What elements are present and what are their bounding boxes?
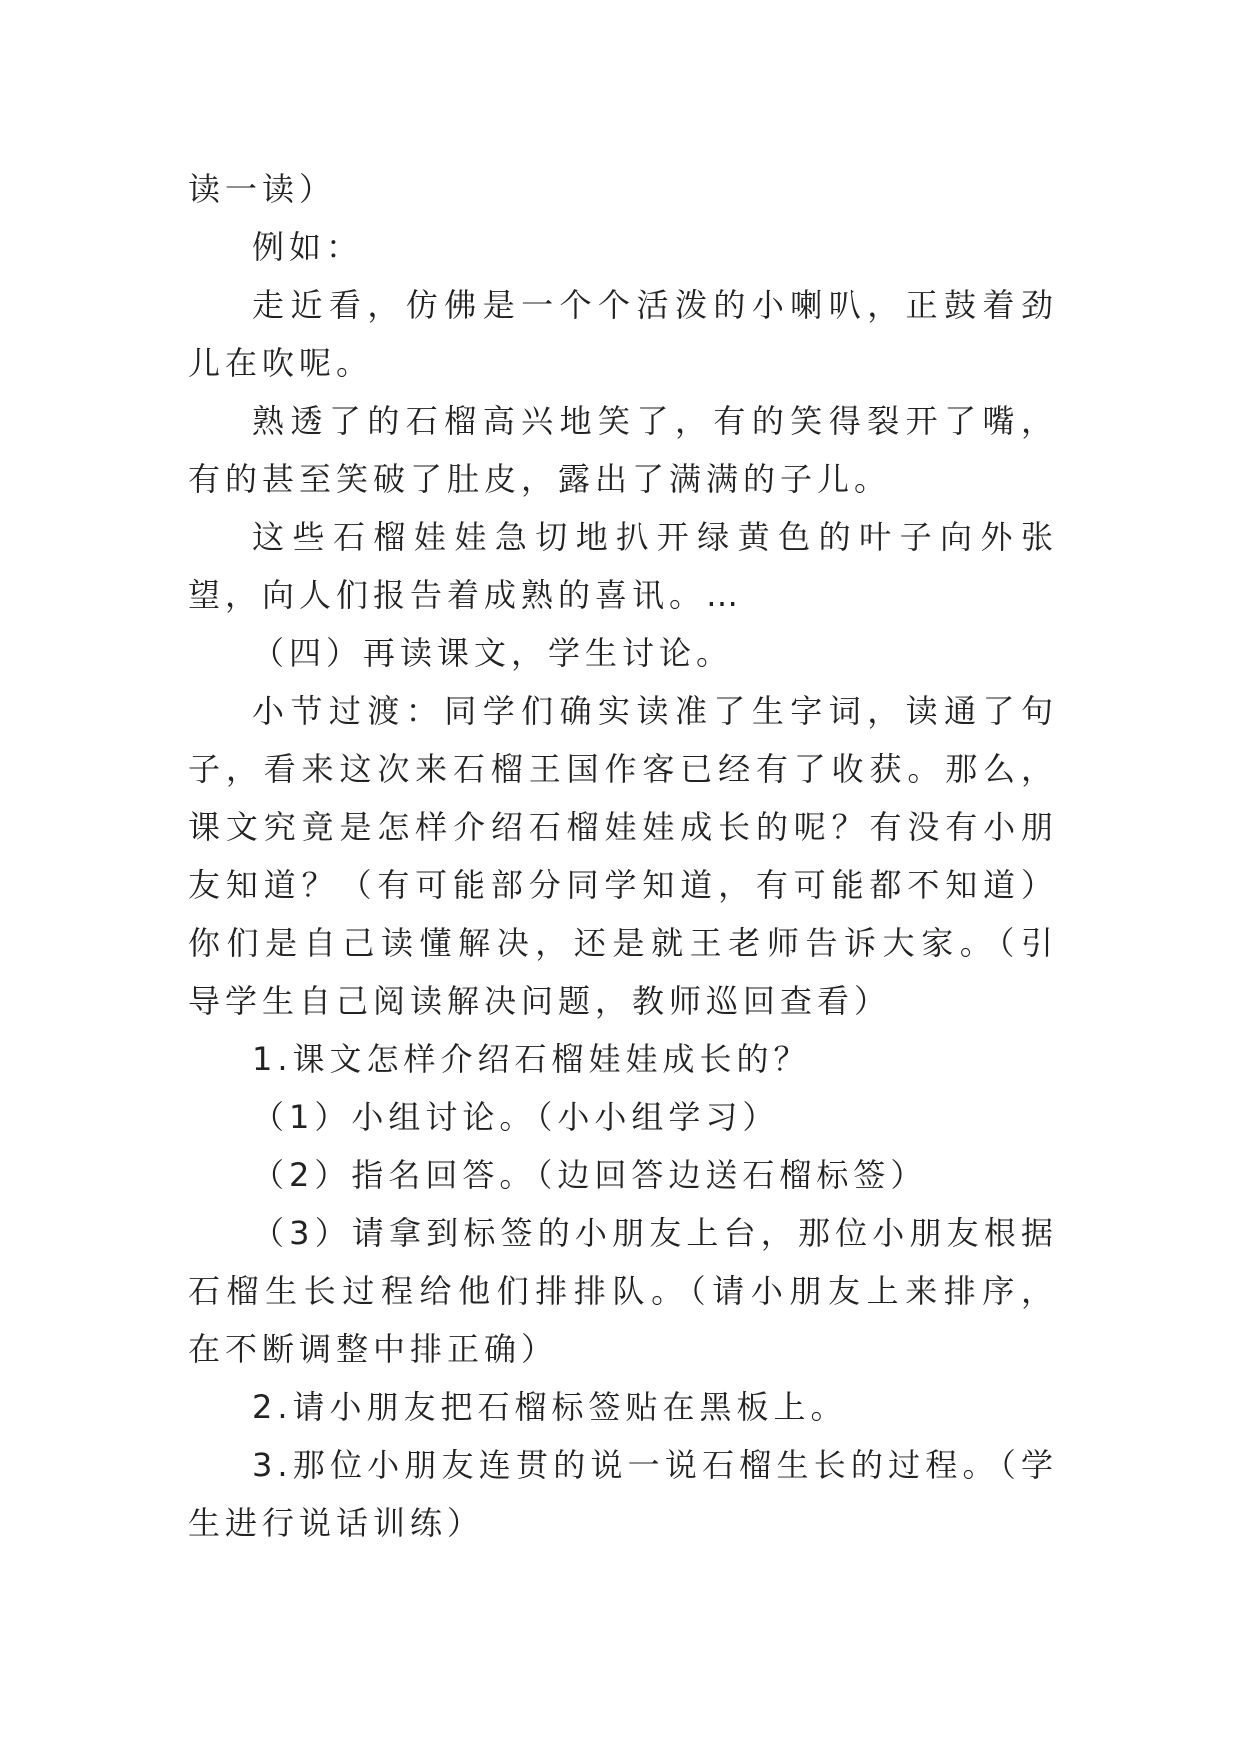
list-item-1: 1.课文怎样介绍石榴娃娃成长的？ [252, 1040, 811, 1078]
paragraph-example-3: 这些石榴娃娃急切地扒开绿黄色的叶子向外张望，向人们报告着成熟的喜讯。… [188, 518, 1058, 614]
sub-item-2: （2）指名回答。（边回答边送石榴标签） [252, 1156, 928, 1194]
document-body [188, 160, 1058, 1552]
paragraph-example-2: 熟透了的石榴高兴地笑了，有的笑得裂开了嘴，有的甚至笑破了肚皮，露出了满满的子儿。 [188, 402, 1058, 498]
paragraph-example-intro: 例如： [252, 228, 364, 266]
paragraph-continuation: 读一读） [188, 170, 337, 208]
sub-item-1: （1）小组讨论。（小小组学习） [252, 1098, 780, 1136]
list-item-3: 3.那位小朋友连贯的说一说石榴生长的过程。（学生进行说话训练） [188, 1446, 1058, 1542]
paragraph-transition: 小节过渡：同学们确实读准了生字词，读通了句子，看来这次来石榴王国作客已经有了收获。那么，课文究竟是怎样介绍石榴娃娃成长的呢？有没有小朋友知道？（有可能部分同学知道，有可能都不知道）你们是自己读懂解决，还是就王老师告诉大家。（引导学生自己阅读解决问题，教师巡回查看） [188, 692, 1058, 1020]
sub-item-3: （3）请拿到标签的小朋友上台，那位小朋友根据石榴生长过程给他们排排队。（请小朋友上来排序，在不断调整中排正确） [188, 1214, 1058, 1368]
list-item-2: 2.请小朋友把石榴标签贴在黑板上。 [252, 1388, 848, 1426]
paragraph-example-1: 走近看，仿佛是一个个活泼的小喇叭，正鼓着劲儿在吹呢。 [188, 286, 1058, 382]
section-heading-four: （四）再读课文，学生讨论。 [252, 634, 734, 672]
